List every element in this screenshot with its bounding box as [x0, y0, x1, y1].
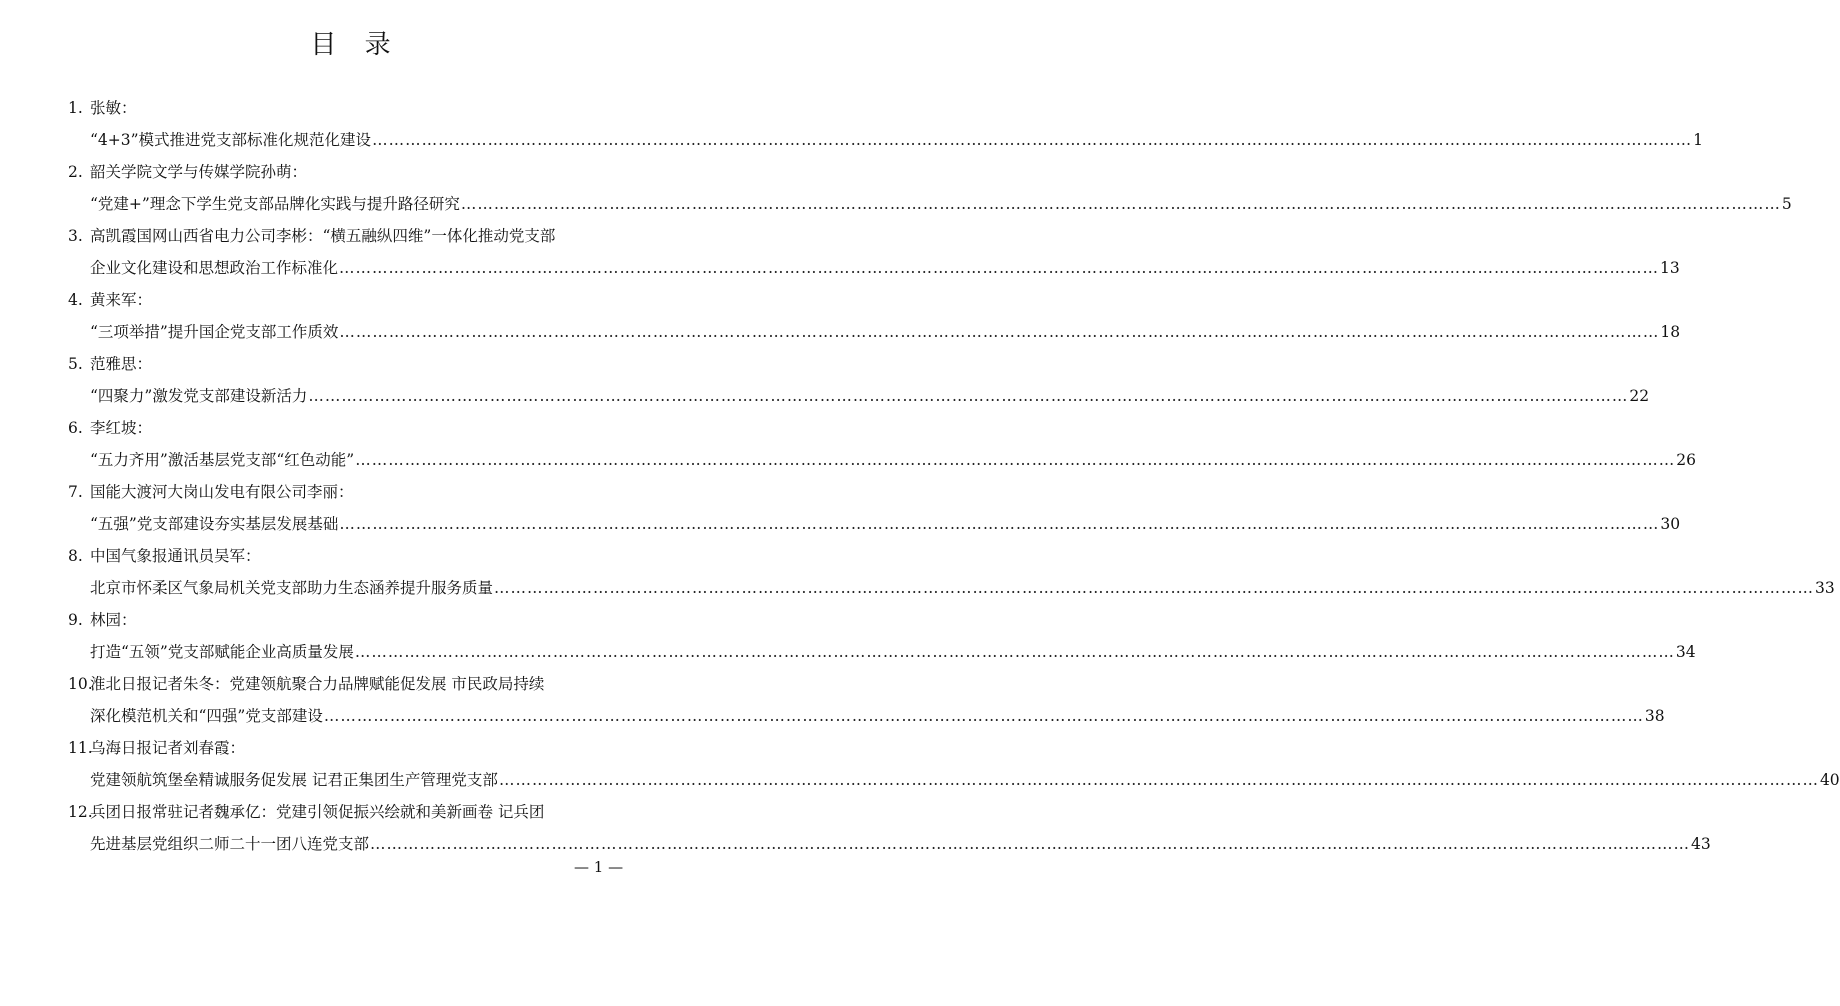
toc-page-number: 22	[1629, 387, 1650, 405]
toc-entry	[68, 732, 1840, 796]
toc-entry-heading	[68, 732, 648, 764]
toc-entry-title: 先进基层党组织二师二十一团八连党支部	[90, 835, 370, 853]
toc-entry-author: 张敏：	[90, 99, 137, 117]
toc-leader-dots: ……………………………………………………………………………………………………………………………………………………………………………………………………………………	[339, 323, 1660, 341]
toc-entry-title-line[interactable]	[68, 252, 1680, 284]
toc-entry	[68, 668, 1665, 732]
toc-entry-title: “五强”党支部建设夯实基层发展基础	[90, 515, 339, 533]
toc-entry-number: 1.	[68, 99, 83, 117]
toc-page-number: 26	[1676, 451, 1696, 469]
toc-entry-author: 国能大渡河大岗山发电有限公司李丽：	[90, 483, 354, 501]
toc-entry-title: “四聚力”激发党支部建设新活力	[90, 387, 308, 405]
toc-entry-title-line[interactable]	[68, 188, 1792, 220]
toc-entry-number: 4.	[68, 291, 83, 309]
toc-entry-author: 范雅思：	[90, 355, 153, 373]
toc-page-number: 43	[1691, 835, 1711, 853]
toc-entry-author: 兵团日报常驻记者魏承亿：党建引领促振兴绘就和美新画卷 记兵团	[90, 803, 545, 821]
toc-entry-number: 5.	[68, 355, 83, 373]
toc-leader-dots: ……………………………………………………………………………………………………………………………………………………………………………………………………………………	[355, 451, 1676, 469]
toc-entry	[68, 284, 1681, 348]
toc-leader-dots: ……………………………………………………………………………………………………………………………………………………………………………………………………………………	[498, 771, 1819, 789]
toc-entry-title-line[interactable]	[68, 124, 1703, 156]
toc-entry-title-line[interactable]	[68, 764, 1840, 796]
toc-page-number: 34	[1675, 643, 1696, 661]
toc-entry-heading	[68, 476, 648, 508]
toc-entry	[68, 156, 1792, 220]
toc-entry-author: 中国气象报通讯员吴军：	[90, 547, 261, 565]
toc-entry-author: 李红坡：	[90, 419, 153, 437]
toc-entry-title: “4+3”模式推进党支部标准化规范化建设	[90, 131, 372, 149]
toc-entry-title: 北京市怀柔区气象局机关党支部助力生态涵养提升服务质量	[90, 579, 494, 597]
table-of-contents	[68, 92, 1840, 860]
page-title: 目 录	[310, 30, 401, 60]
toc-entry-title: “党建+”理念下学生党支部品牌化实践与提升路径研究	[90, 195, 460, 213]
toc-entry-title: 党建领航筑堡垒精诚服务促发展 记君正集团生产管理党支部	[90, 771, 498, 789]
toc-entry-heading	[68, 796, 648, 828]
toc-entry	[68, 348, 1650, 412]
toc-entry-title: “三项举措”提升国企党支部工作质效	[90, 323, 339, 341]
toc-page-number: 33	[1815, 579, 1835, 597]
toc-entry-author: 乌海日报记者刘春霞：	[90, 739, 246, 757]
toc-entry-heading	[68, 348, 648, 380]
toc-entry-author: 高凯霞国网山西省电力公司李彬：“横五融纵四维”一体化推动党支部	[90, 227, 556, 245]
toc-entry-heading	[68, 156, 648, 188]
toc-leader-dots: ……………………………………………………………………………………………………………………………………………………………………………………………………………………	[372, 131, 1693, 149]
toc-entry-heading	[68, 668, 648, 700]
toc-leader-dots: ……………………………………………………………………………………………………………………………………………………………………………………………………………………	[460, 195, 1781, 213]
toc-entry-number: 10.	[68, 675, 93, 693]
toc-entry-heading	[68, 604, 648, 636]
toc-entry-title: 企业文化建设和思想政治工作标准化	[90, 259, 339, 277]
toc-entry-author: 韶关学院文学与传媒学院孙萌：	[90, 163, 308, 181]
toc-leader-dots: ……………………………………………………………………………………………………………………………………………………………………………………………………………………	[323, 707, 1644, 725]
toc-entry-title-line[interactable]	[68, 572, 1835, 604]
page-number: — 1 —	[574, 858, 624, 876]
toc-entry-number: 7.	[68, 483, 83, 501]
toc-entry	[68, 220, 1680, 284]
toc-entry-title-line[interactable]	[68, 700, 1665, 732]
toc-leader-dots: ……………………………………………………………………………………………………………………………………………………………………………………………………………………	[370, 835, 1691, 853]
toc-entry	[68, 540, 1835, 604]
toc-entry-title-line[interactable]	[68, 828, 1711, 860]
toc-page-number: 18	[1660, 323, 1681, 341]
toc-leader-dots: ……………………………………………………………………………………………………………………………………………………………………………………………………………………	[494, 579, 1815, 597]
toc-entry-author: 淮北日报记者朱冬：党建领航聚合力品牌赋能促发展 市民政局持续	[90, 675, 545, 693]
toc-page-number: 5	[1781, 195, 1792, 213]
toc-entry-title-line[interactable]	[68, 316, 1681, 348]
toc-page-number: 13	[1660, 259, 1680, 277]
toc-entry-number: 2.	[68, 163, 83, 181]
toc-entry-number: 9.	[68, 611, 83, 629]
toc-page-number: 30	[1660, 515, 1681, 533]
toc-entry-heading	[68, 220, 648, 252]
toc-entry-title-line[interactable]	[68, 444, 1696, 476]
toc-page-number: 1	[1693, 131, 1703, 149]
toc-entry-title-line[interactable]	[68, 636, 1696, 668]
toc-entry-title: 打造“五领”党支部赋能企业高质量发展	[90, 643, 354, 661]
toc-entry	[68, 796, 1711, 860]
toc-leader-dots: ……………………………………………………………………………………………………………………………………………………………………………………………………………………	[308, 387, 1629, 405]
toc-entry	[68, 604, 1696, 668]
toc-entry-number: 8.	[68, 547, 83, 565]
toc-entry-author: 林园：	[90, 611, 137, 629]
toc-page-number: 40	[1819, 771, 1840, 789]
toc-entry-title: “五力齐用”激活基层党支部“红色动能”	[90, 451, 355, 469]
toc-entry-number: 3.	[68, 227, 83, 245]
toc-entry	[68, 92, 1703, 156]
toc-page-number: 38	[1644, 707, 1665, 725]
toc-entry-number: 11.	[68, 739, 93, 757]
toc-entry-title-line[interactable]	[68, 380, 1650, 412]
toc-entry-number: 6.	[68, 419, 83, 437]
toc-entry-title-line[interactable]	[68, 508, 1681, 540]
toc-entry	[68, 412, 1696, 476]
toc-entry-heading	[68, 284, 648, 316]
toc-leader-dots: ……………………………………………………………………………………………………………………………………………………………………………………………………………………	[339, 259, 1660, 277]
toc-entry-heading	[68, 540, 648, 572]
toc-entry-title: 深化模范机关和“四强”党支部建设	[90, 707, 323, 725]
toc-leader-dots: ……………………………………………………………………………………………………………………………………………………………………………………………………………………	[354, 643, 1675, 661]
toc-entry	[68, 476, 1681, 540]
toc-entry-heading	[68, 412, 648, 444]
toc-entry-author: 黄来军：	[90, 291, 153, 309]
toc-entry-number: 12.	[68, 803, 93, 821]
toc-entry-heading	[68, 92, 648, 124]
toc-leader-dots: ……………………………………………………………………………………………………………………………………………………………………………………………………………………	[339, 515, 1660, 533]
